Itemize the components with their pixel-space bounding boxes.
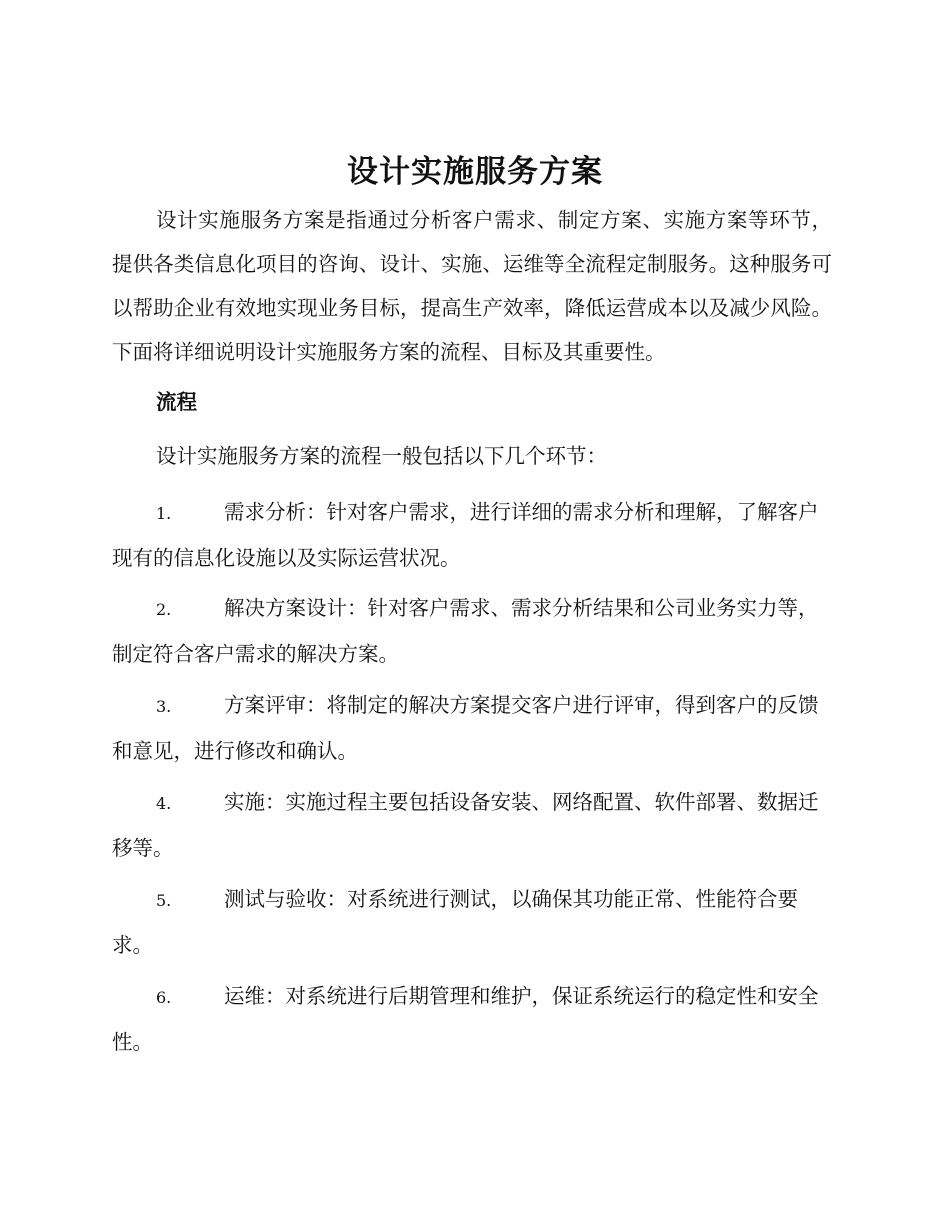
list-item — [112, 974, 832, 1064]
list-item — [112, 586, 832, 676]
list-item-number: 2. — [156, 600, 172, 619]
list-item-text: 运维：对系统进行后期管理和维护，保证系统运行的稳定性和安全性。 — [112, 984, 819, 1054]
list-item-number: 4. — [156, 794, 172, 813]
list-item-text: 测试与验收：对系统进行测试，以确保其功能正常、性能符合要求。 — [112, 887, 798, 957]
list-item-text: 方案评审：将制定的解决方案提交客户进行评审，得到客户的反馈和意见，进行修改和确认。 — [112, 693, 819, 763]
list-item-text: 需求分析：针对客户需求，进行详细的需求分析和理解，了解客户现有的信息化设施以及实际运营状况。 — [112, 500, 819, 570]
list-item-number: 6. — [156, 988, 172, 1007]
list-item-text: 解决方案设计：针对客户需求、需求分析结果和公司业务实力等，制定符合客户需求的解决方案。 — [112, 596, 819, 666]
document-title: 设计实施服务方案 — [347, 154, 603, 190]
section-heading-process: 流程 — [156, 390, 197, 414]
list-item — [112, 780, 832, 870]
intro-paragraph: 设计实施服务方案是指通过分析客户需求、制定方案、实施方案等环节，提供各类信息化项目的咨询、设计、实施、运维等全流程定制服务。这种服务可以帮助企业有效地实现业务目标，提高生产效率，降低运营成本以及减少风险。下面将详细说明设计实施服务方案的流程、目标及其重要性。 — [112, 208, 832, 364]
list-item-number: 1. — [156, 504, 172, 523]
list-item — [112, 877, 832, 967]
list-item-text: 实施：实施过程主要包括设备安装、网络配置、软件部署、数据迁移等。 — [112, 790, 819, 860]
list-item-number: 5. — [156, 891, 172, 910]
list-item — [112, 683, 832, 773]
list-item-number: 3. — [156, 697, 172, 716]
process-lead-paragraph: 设计实施服务方案的流程一般包括以下几个环节： — [156, 444, 607, 468]
list-item — [112, 490, 832, 580]
